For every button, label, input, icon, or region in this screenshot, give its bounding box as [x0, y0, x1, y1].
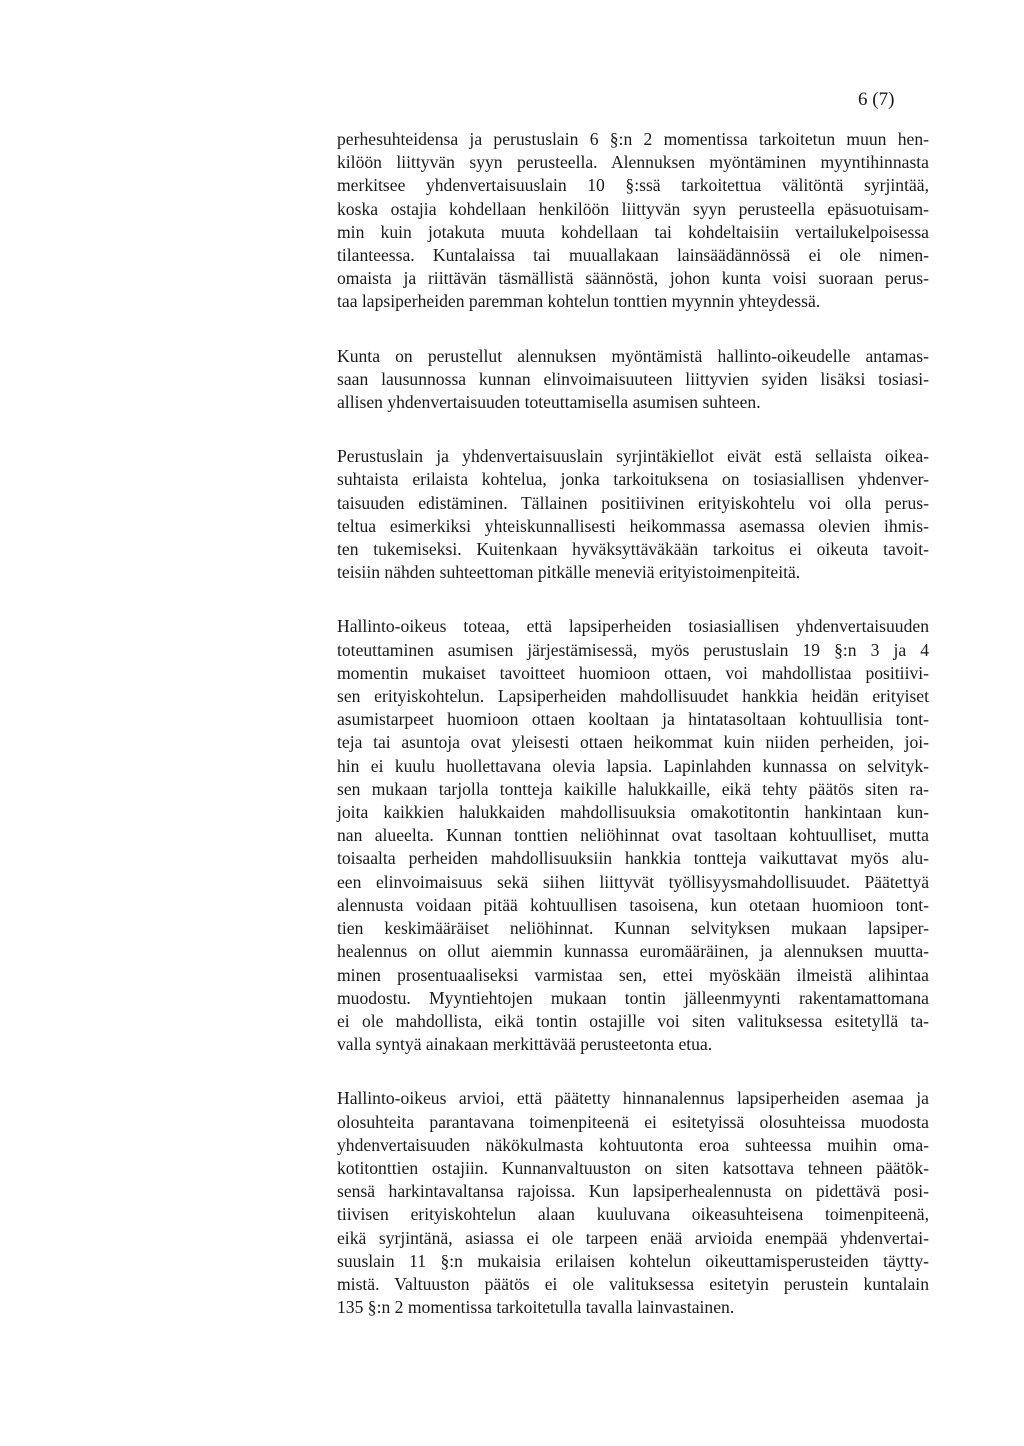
text-line: taisuuden edistäminen. Tällainen positiivinen erityiskohtelu voi olla perus- [337, 492, 929, 513]
paragraph [337, 345, 929, 415]
text-line: Hallinto-oikeus arvioi, että päätetty hinnanalennus lapsiperheiden asemaa ja [337, 1088, 929, 1109]
text-line: saan lausunnossa kunnan elinvoimaisuuteen liittyvien syiden lisäksi tosiasi- [337, 368, 929, 389]
document-body [337, 128, 929, 1350]
paragraph [337, 1087, 929, 1319]
text-line: asumistarpeet huomioon ottaen kooltaan ja hintatasoltaan kohtuullisia tont- [337, 709, 929, 730]
text-line: teisiin nähden suhteettoman pitkälle meneviä erityistoimenpiteitä. [337, 562, 801, 583]
text-line: joita kaikkien halukkaiden mahdollisuuksia omakotitontin hankintaan kun- [337, 802, 929, 823]
text-line: muodostu. Myyntiehtojen mukaan tontin jälleenmyynti rakentamattomana [337, 987, 929, 1008]
text-line: kotitonttien ostajiin. Kunnanvaltuuston on siten katsottava tehneen päätök- [337, 1157, 929, 1178]
text-line: kilöön liittyvän syyn perusteella. Alennuksen myöntäminen myyntihinnasta [337, 152, 929, 173]
text-line: een elinvoimaisuus sekä siihen liittyvät työllisyysmahdollisuudet. Päätettyä [337, 871, 929, 892]
text-line: min kuin jotakuta muuta kohdellaan tai kohdeltaisiin vertailukelpoisessa [337, 221, 929, 242]
text-line: minen prosentuaaliseksi varmistaa sen, ettei myöskään ilmeistä alihintaa [337, 964, 929, 985]
page-number: 6 (7) [858, 89, 895, 110]
text-line: omaista ja riittävän täsmällistä säännöstä, johon kunta voisi suoraan perus- [337, 268, 929, 289]
text-line: sen erityiskohtelun. Lapsiperheiden mahdollisuudet hankkia heidän erityiset [337, 686, 929, 707]
text-line: toisaalta perheiden mahdollisuuksiin hankkia tontteja vaikuttavat myös alu- [337, 848, 929, 869]
text-line: momentin mukaiset tavoitteet huomioon ottaen, voi mahdollistaa positiivi- [337, 662, 929, 683]
text-line: merkitsee yhdenvertaisuuslain 10 §:ssä tarkoitettua välitöntä syrjintää, [337, 175, 929, 196]
text-line: olosuhteita parantavana toimenpiteenä ei esitetyissä olosuhteissa muodosta [337, 1111, 929, 1132]
text-line: yhdenvertaisuuden näkökulmasta kohtuutonta eroa suhteessa muihin oma- [337, 1134, 929, 1155]
text-line: Perustuslain ja yhdenvertaisuuslain syrjintäkiellot eivät estä sellaista oikea- [337, 446, 929, 467]
text-line: nan alueelta. Kunnan tonttien neliöhinnat ovat tasoltaan kohtuulliset, mutta [337, 825, 929, 846]
text-line: Hallinto-oikeus toteaa, että lapsiperheiden tosiasiallisen yhdenvertaisuuden [337, 616, 929, 637]
text-line: toteuttaminen asumisen järjestämisessä, myös perustuslain 19 §:n 3 ja 4 [337, 639, 929, 660]
text-line: sensä harkintavaltansa rajoissa. Kun lapsiperhealennusta on pidettävä posi- [337, 1181, 929, 1202]
paragraph [337, 445, 929, 584]
text-line: tilanteessa. Kuntalaissa tai muuallakaan lainsäädännössä ei ole nimen- [337, 245, 929, 266]
text-line: ten tukemiseksi. Kuitenkaan hyväksyttäväkään tarkoitus ei oikeuta tavoit- [337, 539, 929, 560]
text-line: ei ole mahdollista, eikä tontin ostajille voi siten valituksessa esitetyllä ta- [337, 1010, 929, 1031]
paragraph [337, 615, 929, 1056]
text-line: taa lapsiperheiden paremman kohtelun tonttien myynnin yhteydessä. [337, 291, 821, 312]
text-line: alennusta voidaan pitää kohtuullisen tasoisena, kun otetaan huomioon tont- [337, 894, 929, 915]
text-line: hin ei kuulu huollettavana olevia lapsia. Lapinlahden kunnassa on selvityk- [337, 755, 929, 776]
paragraph [337, 128, 929, 314]
text-line: suuslain 11 §:n mukaisia erilaisen kohtelun oikeuttamisperusteiden täytty- [337, 1250, 929, 1271]
text-line: tien keskimääräiset neliöhinnat. Kunnan selvityksen mukaan lapsiper- [337, 918, 929, 939]
text-line: perhesuhteidensa ja perustuslain 6 §:n 2 momentissa tarkoitetun muun hen- [337, 129, 929, 149]
text-line: teja tai asuntoja ovat yleisesti ottaen heikommat kuin niiden perheiden, joi- [337, 732, 929, 753]
text-line: Kunta on perustellut alennuksen myöntämistä hallinto-oikeudelle antamas- [337, 345, 929, 366]
text-line: sen mukaan tarjolla tontteja kaikille halukkaille, eikä tehty päätös siten ra- [337, 778, 929, 799]
text-line: teltua esimerkiksi yhteiskunnallisesti heikommassa asemassa olevien ihmis- [337, 515, 929, 536]
text-line: mistä. Valtuuston päätös ei ole valituksessa esitetyin perustein kuntalain [337, 1273, 929, 1294]
text-line: tiivisen erityiskohtelun alaan kuuluvana oikeasuhteisena toimenpiteenä, [337, 1204, 929, 1225]
text-line: suhtaista erilaista kohtelua, jonka tarkoituksena on tosiasiallisen yhdenver- [337, 469, 929, 490]
text-line: allisen yhdenvertaisuuden toteuttamisella asumisen suhteen. [337, 392, 761, 413]
text-line: eikä syrjintänä, asiassa ei ole tarpeen enää arvioida enempää yhdenvertai- [337, 1227, 929, 1248]
text-line: valla syntyä ainakaan merkittävää perusteetonta etua. [337, 1034, 713, 1055]
text-line: koska ostajia kohdellaan henkilöön liittyvän syyn perusteella epäsuotuisam- [337, 198, 929, 219]
text-line: 135 §:n 2 momentissa tarkoitetulla tavalla lainvastainen. [337, 1297, 735, 1318]
text-line: healennus on ollut aiemmin kunnassa euromääräinen, ja alennuksen muutta- [337, 941, 929, 962]
